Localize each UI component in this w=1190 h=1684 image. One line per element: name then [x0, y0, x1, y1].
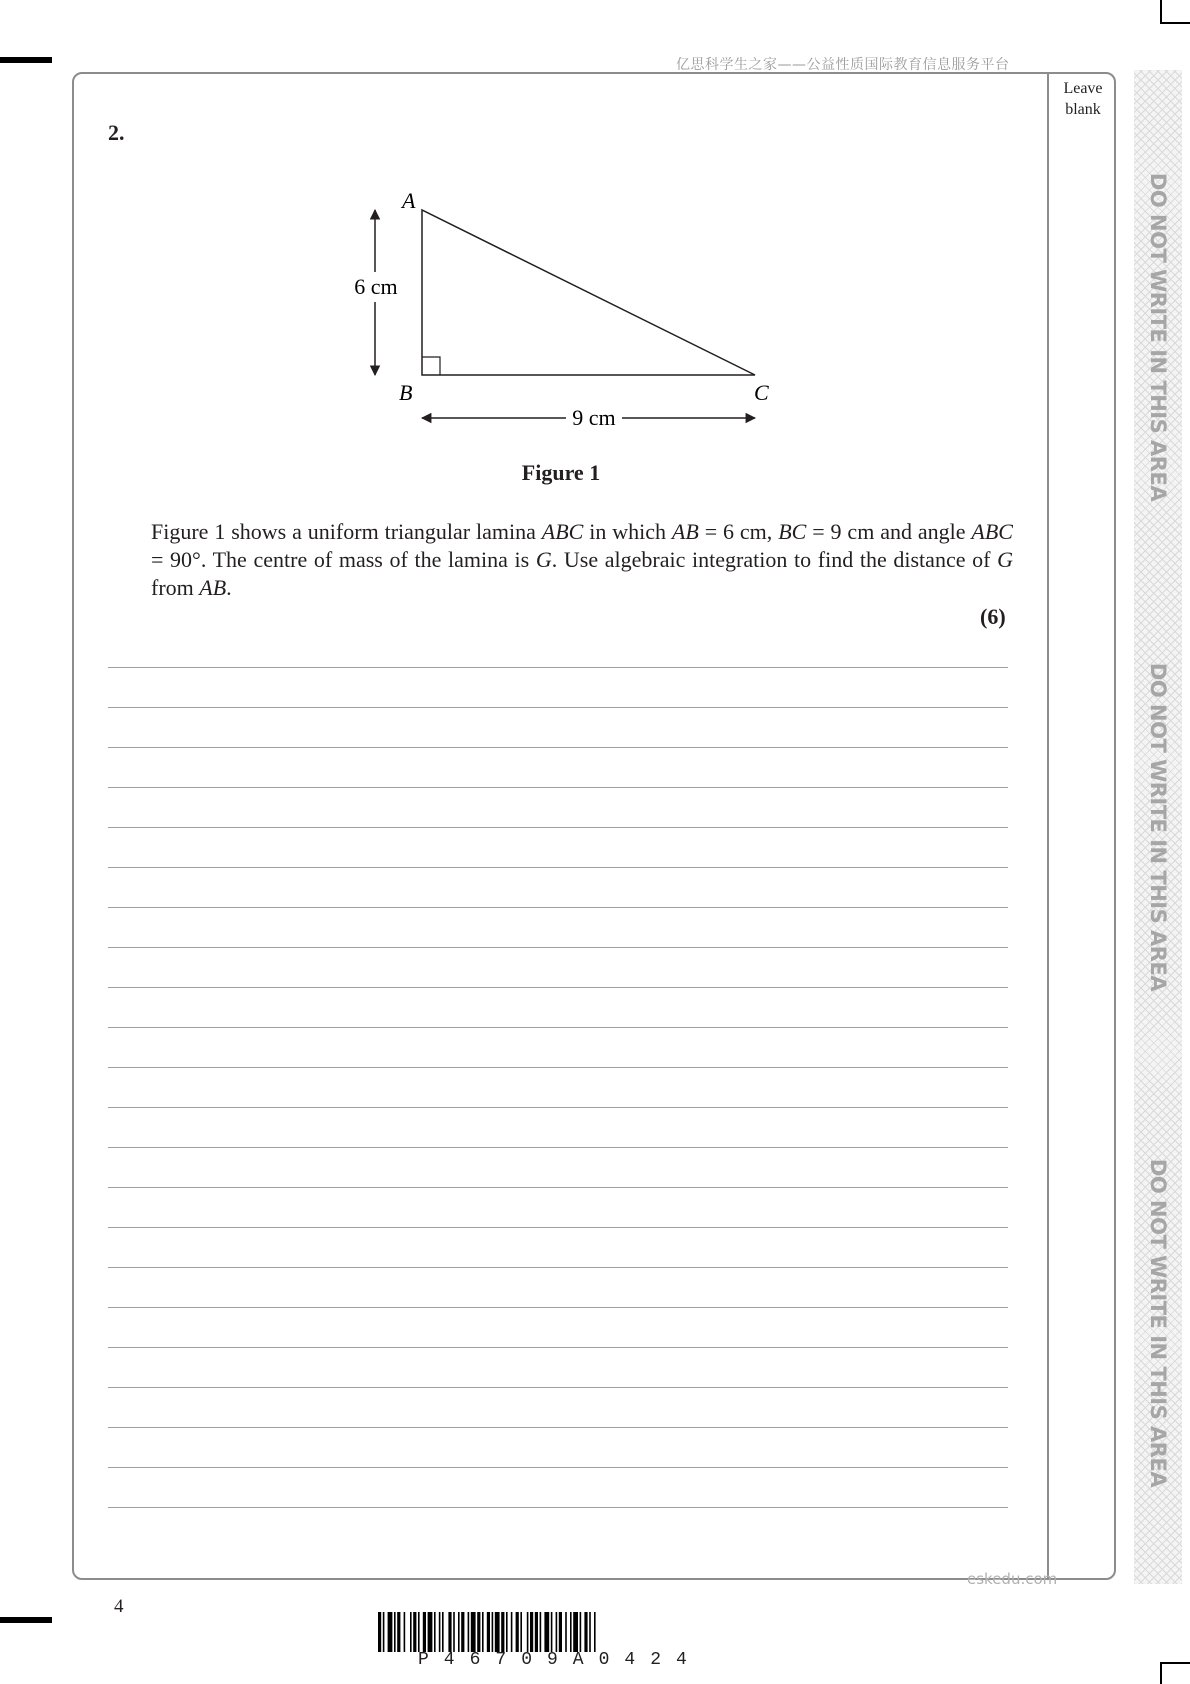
barcode-bar — [492, 1612, 494, 1652]
barcode-bar — [394, 1612, 396, 1652]
question-number: 2. — [108, 120, 125, 145]
barcode-bar — [565, 1612, 567, 1652]
answer-line[interactable] — [108, 1387, 1008, 1388]
barcode-bar — [580, 1612, 582, 1652]
barcode-bar — [477, 1612, 480, 1652]
do-not-write-label-2: DO NOT WRITE IN THIS AREA — [1146, 662, 1170, 992]
barcode-bar — [487, 1612, 490, 1652]
marks-label: (6) — [980, 604, 1006, 629]
answer-line[interactable] — [108, 1467, 1008, 1468]
crop-mark-top-right-h — [1160, 22, 1190, 24]
barcode-bar — [468, 1612, 470, 1652]
do-not-write-label-3: DO NOT WRITE IN THIS AREA — [1146, 1158, 1170, 1488]
page-number: 4 — [114, 1596, 124, 1617]
barcode-bar — [458, 1612, 460, 1652]
answer-line[interactable] — [108, 987, 1008, 988]
barcode-bar — [397, 1612, 400, 1652]
answer-line[interactable] — [108, 1267, 1008, 1268]
barcode-bar — [570, 1612, 572, 1652]
answer-line[interactable] — [108, 1227, 1008, 1228]
barcode-bar — [520, 1612, 522, 1652]
label-ab-length: 6 cm — [354, 274, 398, 299]
barcode-bar — [556, 1612, 558, 1652]
barcode-bar — [471, 1612, 476, 1652]
crop-mark-top-left — [0, 57, 52, 63]
barcode-bar — [413, 1612, 416, 1652]
barcode-bar — [434, 1612, 436, 1652]
barcode-bar — [544, 1612, 549, 1652]
barcode-bar — [540, 1612, 542, 1652]
label-bc-length: 9 cm — [572, 405, 616, 430]
barcode-bar — [516, 1612, 519, 1652]
barcode-bar — [428, 1612, 433, 1652]
answer-line[interactable] — [108, 1347, 1008, 1348]
barcode-bar — [584, 1612, 587, 1652]
answer-line[interactable] — [108, 667, 1008, 668]
barcode-bar — [501, 1612, 504, 1652]
barcode-bar — [495, 1612, 500, 1652]
barcode-bar — [378, 1612, 381, 1652]
answer-line[interactable] — [108, 907, 1008, 908]
crop-mark-bottom-left — [0, 1617, 52, 1623]
footer-watermark: eskedu.com — [967, 1570, 1058, 1588]
barcode-bar — [511, 1612, 513, 1652]
barcode-bar — [559, 1612, 562, 1652]
barcode-bar — [453, 1612, 455, 1652]
header-watermark: 亿思科学生之家——公益性质国际教育信息服务平台 — [676, 57, 1010, 73]
answer-line[interactable] — [108, 867, 1008, 868]
barcode-bar — [589, 1612, 591, 1652]
vertex-b: B — [399, 380, 413, 405]
crop-mark-bottom-right — [1160, 1662, 1162, 1684]
leave-blank-line2: blank — [1065, 101, 1101, 118]
vertex-a: A — [402, 188, 416, 213]
barcode-bar — [594, 1612, 596, 1652]
barcode-bar — [410, 1612, 412, 1652]
answer-line[interactable] — [108, 787, 1008, 788]
barcode-bar — [404, 1612, 406, 1652]
barcode-bar — [418, 1612, 420, 1652]
question-text: Figure 1 shows a uniform triangular lamina ABC in which AB = 6 cm, BC = 9 cm and angle ABC = 90°. The centre of mass of the lamina is G. Use algebraic integration to find the distance of G from AB. — [151, 519, 1013, 600]
barcode-bar — [530, 1612, 533, 1652]
barcode — [378, 1612, 810, 1652]
barcode-bar — [439, 1612, 441, 1652]
barcode-bar — [527, 1612, 529, 1652]
barcode-bar — [551, 1612, 553, 1652]
crop-mark-bottom-right-h — [1160, 1662, 1190, 1664]
barcode-bar — [535, 1612, 538, 1652]
answer-line[interactable] — [108, 1507, 1008, 1508]
answer-line[interactable] — [108, 1427, 1008, 1428]
barcode-text: P46709A0424 — [418, 1650, 702, 1670]
answer-line[interactable] — [108, 827, 1008, 828]
answer-line[interactable] — [108, 1307, 1008, 1308]
vertex-c: C — [754, 380, 769, 405]
triangle-abc — [422, 210, 755, 375]
barcode-bar — [423, 1612, 426, 1652]
crop-mark-top-right — [1160, 0, 1162, 22]
right-angle-marker — [422, 357, 440, 375]
do-not-write-label-1: DO NOT WRITE IN THIS AREA — [1146, 172, 1170, 502]
figure-caption: Figure 1 — [521, 460, 601, 485]
answer-line[interactable] — [108, 1187, 1008, 1188]
answer-line[interactable] — [108, 1067, 1008, 1068]
answer-line[interactable] — [108, 707, 1008, 708]
answer-line[interactable] — [108, 747, 1008, 748]
barcode-bar — [383, 1612, 385, 1652]
leave-blank-divider — [1047, 73, 1049, 1579]
leave-blank-line1: Leave — [1063, 80, 1103, 97]
barcode-bar — [442, 1612, 444, 1652]
answer-line[interactable] — [108, 1147, 1008, 1148]
barcode-bar — [573, 1612, 578, 1652]
barcode-bar — [448, 1612, 451, 1652]
barcode-bar — [388, 1612, 393, 1652]
answer-line[interactable] — [108, 1107, 1008, 1108]
figure-triangle — [330, 180, 790, 440]
barcode-bar — [506, 1612, 508, 1652]
answer-line[interactable] — [108, 1027, 1008, 1028]
leave-blank-label — [1052, 78, 1114, 120]
answer-line[interactable] — [108, 947, 1008, 948]
barcode-bar — [461, 1612, 464, 1652]
barcode-bar — [482, 1612, 484, 1652]
